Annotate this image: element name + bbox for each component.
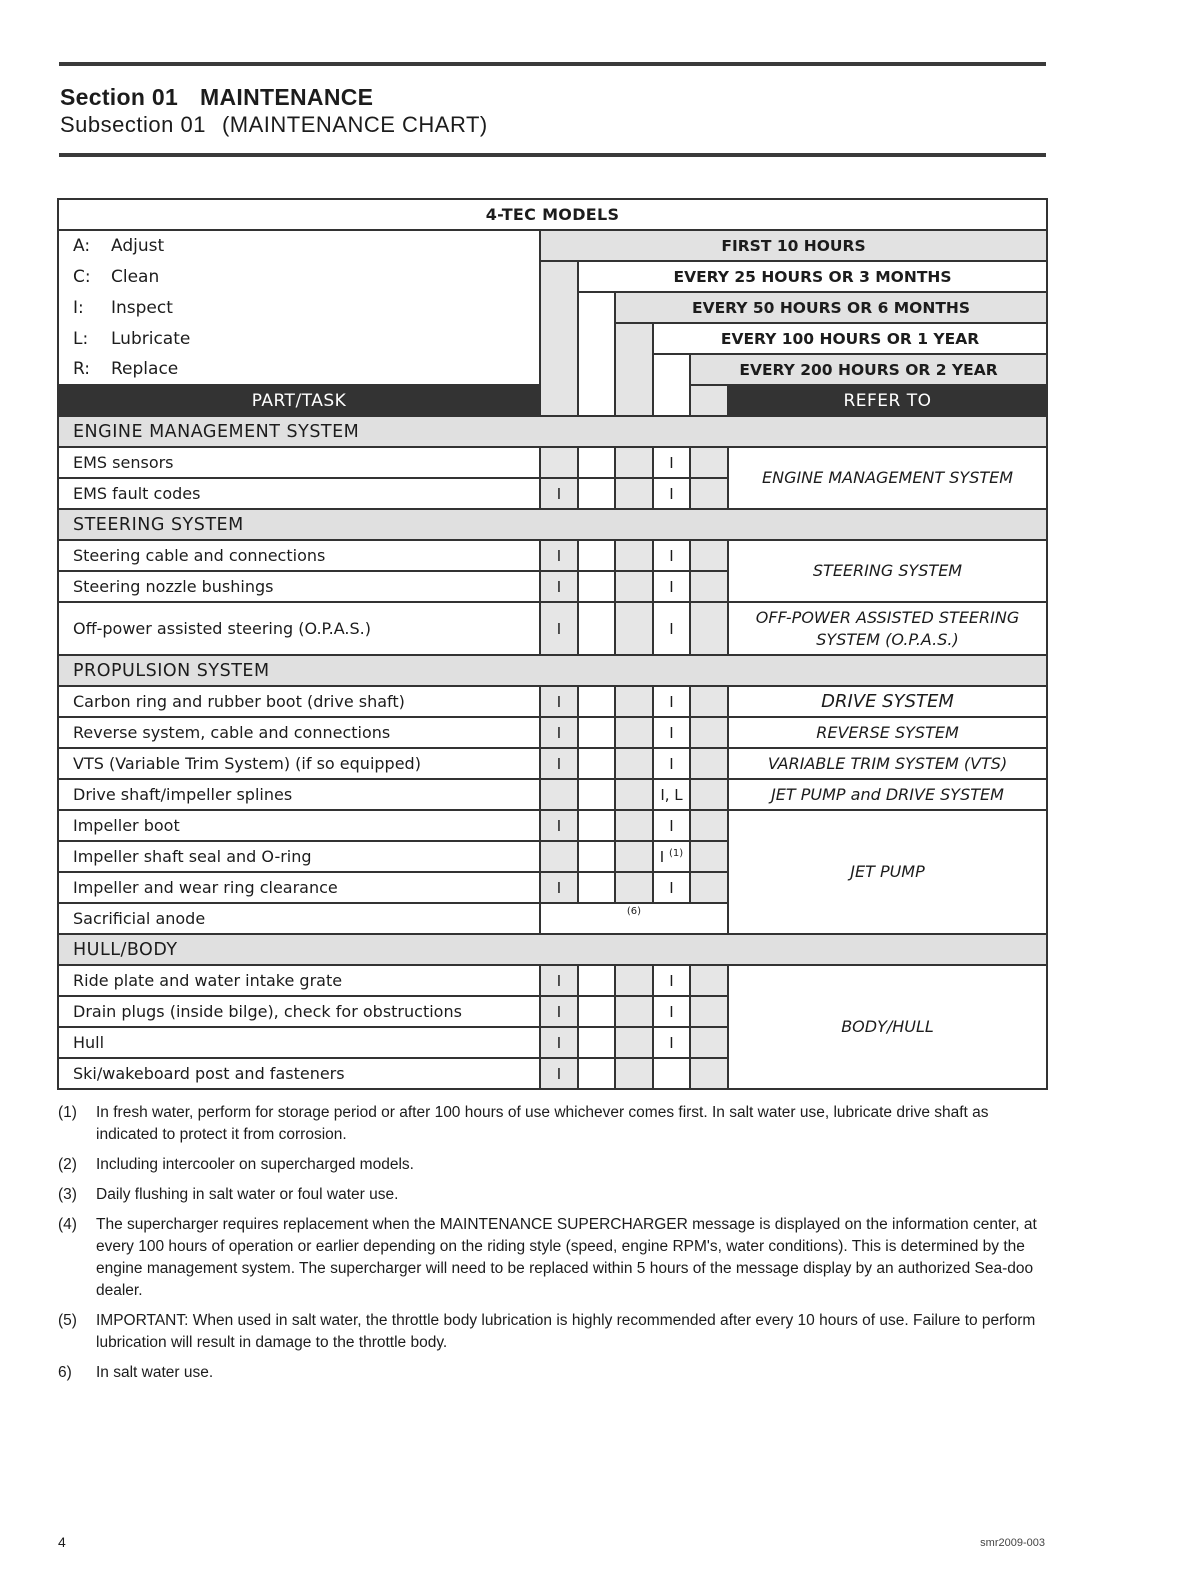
task-name: Drain plugs (inside bilge), check for obstructions — [58, 996, 540, 1027]
page-number: 4 — [58, 1534, 66, 1550]
section-steering: STEERING SYSTEM — [58, 509, 1047, 540]
legend-item-replace: R: Replace — [58, 354, 540, 385]
maintenance-chart — [57, 198, 1048, 1090]
table-row — [58, 748, 1047, 779]
legend-item-adjust: A: Adjust — [58, 230, 540, 261]
interval-cell: I — [653, 686, 690, 717]
section-hull-body: HULL/BODY — [58, 934, 1047, 965]
interval-cell — [578, 748, 615, 779]
task-name: Off-power assisted steering (O.P.A.S.) — [58, 602, 540, 655]
section-title: MAINTENANCE — [200, 84, 374, 110]
interval-column-2 — [578, 292, 615, 416]
interval-cell: I — [653, 810, 690, 841]
interval-cell — [615, 571, 653, 602]
refer-to-header: REFER TO — [728, 385, 1047, 416]
interval-cell: I — [540, 872, 578, 903]
interval-cell — [540, 841, 578, 872]
refer-to-cell: BODY/HULL — [728, 965, 1047, 1089]
task-name: Ride plate and water intake grate — [58, 965, 540, 996]
interval-cell — [690, 996, 728, 1027]
section-engine-management: ENGINE MANAGEMENT SYSTEM — [58, 416, 1047, 447]
interval-cell — [615, 602, 653, 655]
interval-cell — [578, 571, 615, 602]
task-name: EMS fault codes — [58, 478, 540, 509]
interval-cell — [578, 478, 615, 509]
table-row — [58, 447, 1047, 478]
task-name: Steering nozzle bushings — [58, 571, 540, 602]
section-heading — [60, 84, 373, 111]
top-rule — [59, 62, 1046, 66]
interval-cell — [690, 447, 728, 478]
task-name: Impeller shaft seal and O-ring — [58, 841, 540, 872]
footnote-ref: (1) — [669, 847, 684, 859]
table-row — [58, 540, 1047, 571]
table-row — [58, 965, 1047, 996]
task-name: Steering cable and connections — [58, 540, 540, 571]
interval-cell — [578, 1058, 615, 1089]
interval-cell: I — [653, 571, 690, 602]
interval-cell — [578, 841, 615, 872]
legend-item-clean: C: Clean — [58, 261, 540, 292]
header-bottom-rule — [59, 153, 1046, 157]
interval-cell: I — [653, 602, 690, 655]
table-row — [58, 717, 1047, 748]
interval-cell: I — [540, 571, 578, 602]
interval-cell — [615, 996, 653, 1027]
interval-cell — [690, 779, 728, 810]
interval-cell: I — [540, 602, 578, 655]
footnote: (3) Daily flushing in salt water or foul water use. — [58, 1186, 399, 1203]
task-name: Hull — [58, 1027, 540, 1058]
interval-column-4 — [653, 354, 690, 416]
refer-to-cell: VARIABLE TRIM SYSTEM (VTS) — [728, 748, 1047, 779]
interval-cell — [690, 810, 728, 841]
interval-cell — [540, 447, 578, 478]
refer-to-cell: ENGINE MANAGEMENT SYSTEM — [728, 447, 1047, 509]
interval-cell: I — [540, 540, 578, 571]
interval-cell — [615, 540, 653, 571]
interval-cell: I — [653, 540, 690, 571]
refer-to-cell: STEERING SYSTEM — [728, 540, 1047, 602]
refer-to-cell: JET PUMP and DRIVE SYSTEM — [728, 779, 1047, 810]
interval-cell — [690, 571, 728, 602]
interval-cell — [578, 996, 615, 1027]
interval-cell — [690, 540, 728, 571]
interval-cell — [578, 602, 615, 655]
task-name: Drive shaft/impeller splines — [58, 779, 540, 810]
interval-cell — [615, 447, 653, 478]
interval-cell — [578, 717, 615, 748]
interval-cell — [615, 872, 653, 903]
interval-cell — [615, 686, 653, 717]
interval-cell — [615, 965, 653, 996]
part-task-header: PART/TASK — [58, 385, 540, 416]
footnote: (2) Including intercooler on supercharged models. — [58, 1156, 414, 1173]
footnote-ref: (6) — [626, 906, 642, 917]
footnote: (1) In fresh water, perform for storage period or after 100 hours of use whichever comes first. In salt water use, lubricate drive shaft as indicated to protect it from corrosion. — [58, 1104, 989, 1143]
interval-cell — [615, 1058, 653, 1089]
footnote: 6) In salt water use. — [58, 1364, 214, 1381]
interval-cell — [615, 779, 653, 810]
legend-item-inspect: I: Inspect — [58, 292, 540, 323]
interval-cell — [578, 872, 615, 903]
interval-cell: I — [540, 478, 578, 509]
interval-cell: I — [540, 1027, 578, 1058]
interval-cell — [690, 1027, 728, 1058]
interval-cell — [578, 540, 615, 571]
subsection-title: (MAINTENANCE CHART) — [221, 112, 488, 137]
interval-cell — [690, 478, 728, 509]
interval-cell — [653, 1058, 690, 1089]
footnote: (4) The supercharger requires replacement when the MAINTENANCE SUPERCHARGER message is displayed on the information center, at every 100 hours of operation or earlier depending on the riding style (speed, engine RPM's, water conditions). This is determined by the engine management system. The supercharger will need to be replaced within 5 hours of the message display by an authorized Sea-doo dealer. — [58, 1216, 1037, 1299]
interval-column-1 — [540, 261, 578, 416]
interval-cell: I — [540, 810, 578, 841]
legend-item-lubricate: L: Lubricate — [58, 323, 540, 354]
interval-cell — [578, 779, 615, 810]
interval-cell — [615, 478, 653, 509]
subsection-heading — [60, 112, 488, 138]
interval-cell — [578, 810, 615, 841]
section-propulsion: PROPULSION SYSTEM — [58, 655, 1047, 686]
interval-first-10-hours: FIRST 10 HOURS — [540, 230, 1047, 261]
interval-cell — [615, 748, 653, 779]
interval-cell — [615, 717, 653, 748]
interval-cell: I — [653, 748, 690, 779]
interval-cell: I — [540, 996, 578, 1027]
interval-cell: I $^{(1)}$ — [653, 841, 690, 872]
interval-cell — [690, 717, 728, 748]
interval-cell — [690, 965, 728, 996]
interval-every-100-hours: EVERY 100 HOURS OR 1 YEAR — [653, 323, 1047, 354]
interval-cell — [540, 779, 578, 810]
interval-cell — [690, 872, 728, 903]
task-name: Ski/wakeboard post and fasteners — [58, 1058, 540, 1089]
interval-cell — [578, 1027, 615, 1058]
interval-cell — [615, 1027, 653, 1058]
interval-cell — [690, 1058, 728, 1089]
refer-to-cell: REVERSE SYSTEM — [728, 717, 1047, 748]
interval-cell: I — [653, 996, 690, 1027]
interval-cell — [615, 841, 653, 872]
table-row — [58, 686, 1047, 717]
task-name: Carbon ring and rubber boot (drive shaft) — [58, 686, 540, 717]
refer-to-cell: JET PUMP — [728, 810, 1047, 934]
interval-cell — [540, 903, 728, 934]
task-name: EMS sensors — [58, 447, 540, 478]
interval-cell — [690, 602, 728, 655]
task-name: Impeller boot — [58, 810, 540, 841]
interval-cell — [690, 686, 728, 717]
interval-cell — [578, 686, 615, 717]
interval-every-25-hours: EVERY 25 HOURS OR 3 MONTHS — [578, 261, 1047, 292]
interval-cell: I — [653, 447, 690, 478]
interval-cell: I — [653, 1027, 690, 1058]
interval-cell: I — [540, 748, 578, 779]
table-row — [58, 779, 1047, 810]
interval-cell: I — [540, 1058, 578, 1089]
interval-every-200-hours: EVERY 200 HOURS OR 2 YEAR — [690, 354, 1047, 385]
document-code: smr2009-003 — [980, 1537, 1045, 1549]
refer-to-cell: OFF-POWER ASSISTED STEERING SYSTEM (O.P.A.S.) — [728, 602, 1047, 655]
interval-cell: I — [653, 965, 690, 996]
task-name: Impeller and wear ring clearance — [58, 872, 540, 903]
task-name: Reverse system, cable and connections — [58, 717, 540, 748]
interval-cell: I — [540, 686, 578, 717]
interval-cell: I — [653, 478, 690, 509]
refer-to-cell: DRIVE SYSTEM — [728, 686, 1047, 717]
interval-cell — [578, 965, 615, 996]
chart-title-row — [58, 199, 1047, 230]
interval-cell: I — [653, 872, 690, 903]
subsection-label: Subsection 01 — [60, 112, 206, 137]
chart-title: 4-TEC MODELS — [58, 199, 1047, 230]
interval-column-5 — [690, 385, 728, 416]
table-row — [58, 602, 1047, 655]
interval-cell: I, L — [653, 779, 690, 810]
interval-cell: I — [540, 965, 578, 996]
task-name: VTS (Variable Trim System) (if so equipped) — [58, 748, 540, 779]
footnotes — [58, 1102, 1046, 1392]
interval-column-3 — [615, 323, 653, 416]
footnote: (5) IMPORTANT: When used in salt water, the throttle body lubrication is highly recommended after every 10 hours of use. Failure to perform lubrication will result in damage to the throttle body. — [58, 1312, 1036, 1351]
section-label: Section 01 — [60, 84, 179, 110]
interval-cell — [578, 447, 615, 478]
task-name: Sacrificial anode — [58, 903, 540, 934]
table-row — [58, 810, 1047, 841]
interval-cell — [690, 748, 728, 779]
interval-cell — [690, 841, 728, 872]
interval-cell: I — [540, 717, 578, 748]
interval-cell: I — [653, 717, 690, 748]
interval-cell — [615, 810, 653, 841]
interval-every-50-hours: EVERY 50 HOURS OR 6 MONTHS — [615, 292, 1047, 323]
